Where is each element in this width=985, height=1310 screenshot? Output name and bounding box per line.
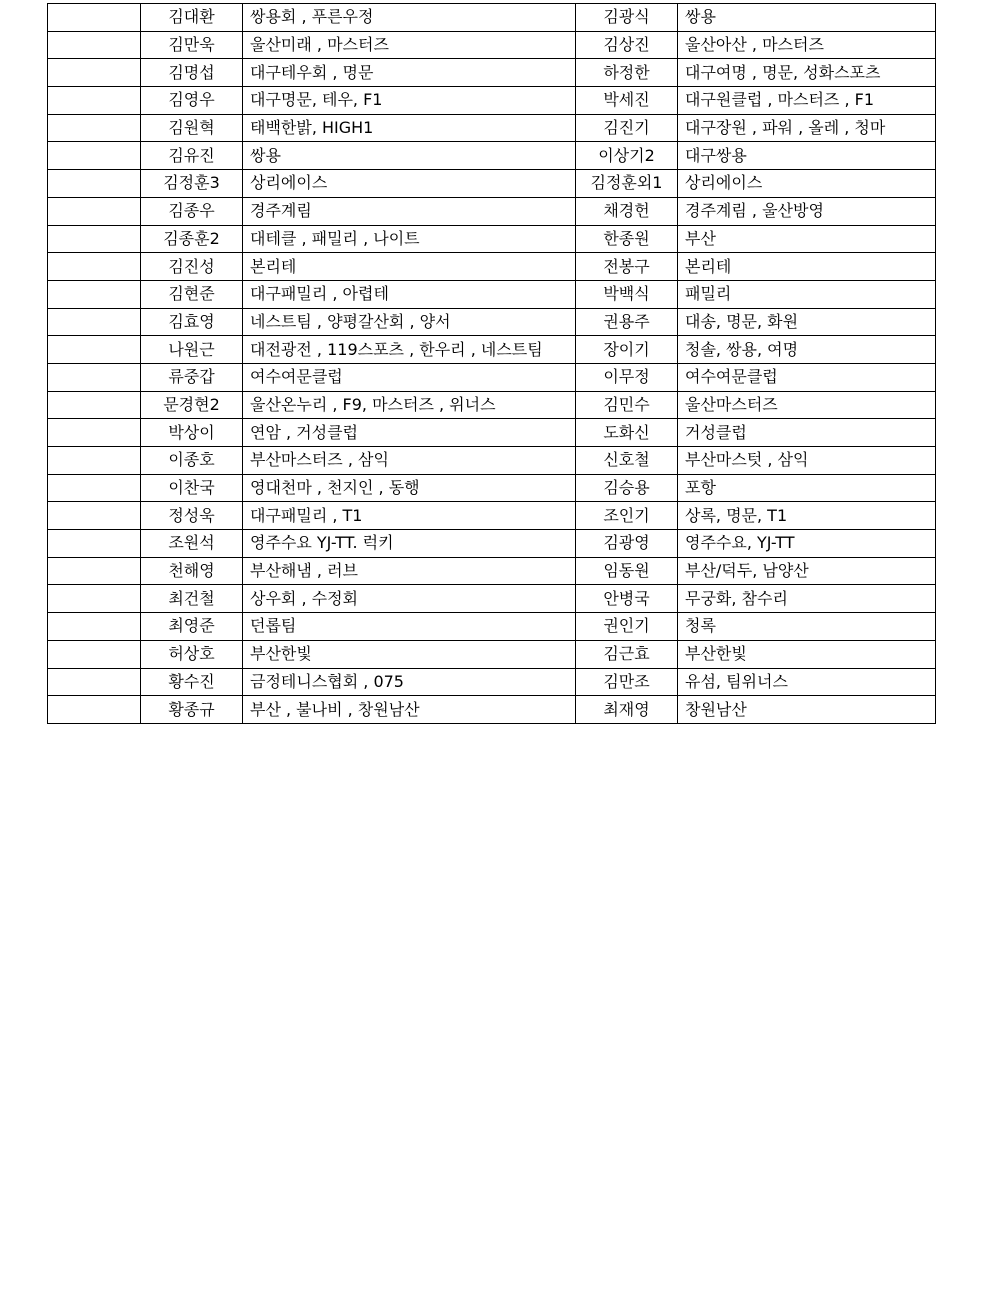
player2-club-cell: 유섬, 팀위너스: [678, 668, 936, 696]
table-row: [48, 114, 936, 142]
player2-name-cell: 도화신: [576, 419, 678, 447]
row-number-cell: [48, 585, 141, 613]
table-row: [48, 363, 936, 391]
player1-club-cell: 상리에이스: [243, 170, 576, 198]
row-number-cell: [48, 59, 141, 87]
player1-name-cell: 김효영: [141, 308, 243, 336]
table-row: [48, 336, 936, 364]
player1-club-cell: 대구패밀리 , T1: [243, 502, 576, 530]
player1-club-cell: 대구패밀리 , 아렵테: [243, 280, 576, 308]
player1-club-cell: 대테클 , 패밀리 , 나이트: [243, 225, 576, 253]
table-row: [48, 474, 936, 502]
row-number-cell: [48, 557, 141, 585]
player2-club-cell: 패밀리: [678, 280, 936, 308]
row-number-cell: [48, 391, 141, 419]
player2-club-cell: 상리에이스: [678, 170, 936, 198]
row-number-cell: [48, 142, 141, 170]
player2-club-cell: 울산마스터즈: [678, 391, 936, 419]
player1-name-cell: 김유진: [141, 142, 243, 170]
player1-club-cell: 쌍용: [243, 142, 576, 170]
player2-name-cell: 안병국: [576, 585, 678, 613]
table-row: [48, 170, 936, 198]
player1-club-cell: 부산한빛: [243, 640, 576, 668]
table-row: [48, 668, 936, 696]
player1-club-cell: 대구명문, 테우, F1: [243, 87, 576, 115]
player2-name-cell: 김상진: [576, 31, 678, 59]
row-number-cell: [48, 280, 141, 308]
player2-name-cell: 박세진: [576, 87, 678, 115]
row-number-cell: [48, 530, 141, 558]
row-number-cell: [48, 474, 141, 502]
player1-name-cell: 문경현2: [141, 391, 243, 419]
player2-club-cell: 대구원클럽 , 마스터즈 , F1: [678, 87, 936, 115]
player2-name-cell: 채경헌: [576, 197, 678, 225]
table-row: [48, 530, 936, 558]
row-number-cell: [48, 640, 141, 668]
player2-club-cell: 부산한빛: [678, 640, 936, 668]
player1-name-cell: 김종우: [141, 197, 243, 225]
table-row: [48, 253, 936, 281]
player1-name-cell: 류중갑: [141, 363, 243, 391]
player2-name-cell: 이무정: [576, 363, 678, 391]
player1-name-cell: 김현준: [141, 280, 243, 308]
row-number-cell: [48, 87, 141, 115]
player2-club-cell: 청솔, 쌍용, 여명: [678, 336, 936, 364]
table-row: [48, 225, 936, 253]
player1-name-cell: 허상호: [141, 640, 243, 668]
table-row: [48, 696, 936, 724]
player2-club-cell: 대구쌍용: [678, 142, 936, 170]
player2-club-cell: 청록: [678, 613, 936, 641]
player1-club-cell: 네스트팀 , 양평갈산회 , 양서: [243, 308, 576, 336]
player1-name-cell: 김원혁: [141, 114, 243, 142]
table-row: [48, 502, 936, 530]
player1-name-cell: 김정훈3: [141, 170, 243, 198]
player2-club-cell: 창원남산: [678, 696, 936, 724]
player1-club-cell: 금정테니스협회 , 075: [243, 668, 576, 696]
row-number-cell: [48, 170, 141, 198]
player2-club-cell: 거성클럽: [678, 419, 936, 447]
player2-name-cell: 김광식: [576, 4, 678, 32]
row-number-cell: [48, 225, 141, 253]
player1-club-cell: 울산미래 , 마스터즈: [243, 31, 576, 59]
player1-club-cell: 태백한밝, HIGH1: [243, 114, 576, 142]
player2-club-cell: 부산: [678, 225, 936, 253]
player2-name-cell: 임동원: [576, 557, 678, 585]
player2-name-cell: 권용주: [576, 308, 678, 336]
player2-name-cell: 김근효: [576, 640, 678, 668]
table-row: [48, 613, 936, 641]
player1-name-cell: 황수진: [141, 668, 243, 696]
player2-name-cell: 전봉구: [576, 253, 678, 281]
player1-club-cell: 울산온누리 , F9, 마스터즈 , 위너스: [243, 391, 576, 419]
player1-club-cell: 영대천마 , 천지인 , 동행: [243, 474, 576, 502]
player1-name-cell: 김진성: [141, 253, 243, 281]
table-row: [48, 391, 936, 419]
table-row: [48, 87, 936, 115]
player1-name-cell: 박상이: [141, 419, 243, 447]
player2-club-cell: 부산마스텃 , 삼익: [678, 447, 936, 475]
player2-name-cell: 한종원: [576, 225, 678, 253]
player1-name-cell: 황종규: [141, 696, 243, 724]
player1-name-cell: 김명섭: [141, 59, 243, 87]
player2-name-cell: 김정훈외1: [576, 170, 678, 198]
player2-name-cell: 김만조: [576, 668, 678, 696]
table-row: [48, 419, 936, 447]
row-number-cell: [48, 4, 141, 32]
player1-name-cell: 김영우: [141, 87, 243, 115]
player2-club-cell: 부산/덕두, 남양산: [678, 557, 936, 585]
table-row: [48, 640, 936, 668]
player2-club-cell: 포항: [678, 474, 936, 502]
player2-name-cell: 신호철: [576, 447, 678, 475]
player1-club-cell: 본리테: [243, 253, 576, 281]
player1-club-cell: 던롭팀: [243, 613, 576, 641]
row-number-cell: [48, 502, 141, 530]
player1-club-cell: 부산해냄 , 러브: [243, 557, 576, 585]
row-number-cell: [48, 447, 141, 475]
player1-club-cell: 부산마스터즈 , 삼익: [243, 447, 576, 475]
table-row: [48, 447, 936, 475]
roster-table: [47, 3, 936, 724]
player2-club-cell: 대송, 명문, 화원: [678, 308, 936, 336]
player2-name-cell: 권인기: [576, 613, 678, 641]
player1-club-cell: 대구테우회 , 명문: [243, 59, 576, 87]
player1-name-cell: 나원근: [141, 336, 243, 364]
player2-name-cell: 장이기: [576, 336, 678, 364]
player2-name-cell: 박백식: [576, 280, 678, 308]
table-row: [48, 197, 936, 225]
player1-club-cell: 경주계림: [243, 197, 576, 225]
player2-club-cell: 영주수요, YJ-TT: [678, 530, 936, 558]
table-row: [48, 142, 936, 170]
player1-name-cell: 천해영: [141, 557, 243, 585]
row-number-cell: [48, 336, 141, 364]
player1-club-cell: 영주수요 YJ-TT. 럭키: [243, 530, 576, 558]
player1-name-cell: 이찬국: [141, 474, 243, 502]
row-number-cell: [48, 696, 141, 724]
player1-name-cell: 김대환: [141, 4, 243, 32]
player1-name-cell: 김종훈2: [141, 225, 243, 253]
player1-name-cell: 이종호: [141, 447, 243, 475]
table-row: [48, 308, 936, 336]
player2-name-cell: 김광영: [576, 530, 678, 558]
table-row: [48, 280, 936, 308]
player1-name-cell: 최영준: [141, 613, 243, 641]
player1-name-cell: 조원석: [141, 530, 243, 558]
player1-club-cell: 상우회 , 수정회: [243, 585, 576, 613]
player2-name-cell: 최재영: [576, 696, 678, 724]
row-number-cell: [48, 419, 141, 447]
player2-club-cell: 울산아산 , 마스터즈: [678, 31, 936, 59]
player2-name-cell: 조인기: [576, 502, 678, 530]
player1-club-cell: 쌍용회 , 푸른우정: [243, 4, 576, 32]
row-number-cell: [48, 253, 141, 281]
table-row: [48, 4, 936, 32]
row-number-cell: [48, 668, 141, 696]
table-row: [48, 31, 936, 59]
player1-club-cell: 대전광전 , 119스포츠 , 한우리 , 네스트팀: [243, 336, 576, 364]
player2-club-cell: 쌍용: [678, 4, 936, 32]
player2-club-cell: 대구여명 , 명문, 성화스포츠: [678, 59, 936, 87]
row-number-cell: [48, 114, 141, 142]
table-row: [48, 59, 936, 87]
player2-club-cell: 무궁화, 참수리: [678, 585, 936, 613]
player2-club-cell: 경주계림 , 울산방영: [678, 197, 936, 225]
player2-name-cell: 김민수: [576, 391, 678, 419]
roster-body: [48, 4, 936, 724]
player1-club-cell: 연암 , 거성클럽: [243, 419, 576, 447]
player2-name-cell: 김승용: [576, 474, 678, 502]
player2-club-cell: 본리테: [678, 253, 936, 281]
row-number-cell: [48, 31, 141, 59]
player2-name-cell: 이상기2: [576, 142, 678, 170]
row-number-cell: [48, 363, 141, 391]
player2-club-cell: 여수여문클럽: [678, 363, 936, 391]
player2-name-cell: 김진기: [576, 114, 678, 142]
player2-club-cell: 대구장원 , 파워 , 올레 , 청마: [678, 114, 936, 142]
row-number-cell: [48, 308, 141, 336]
player2-club-cell: 상록, 명문, T1: [678, 502, 936, 530]
table-row: [48, 557, 936, 585]
player2-name-cell: 하정한: [576, 59, 678, 87]
player1-club-cell: 부산 , 불나비 , 창원남산: [243, 696, 576, 724]
row-number-cell: [48, 197, 141, 225]
player1-name-cell: 김만욱: [141, 31, 243, 59]
player1-name-cell: 최건철: [141, 585, 243, 613]
row-number-cell: [48, 613, 141, 641]
player1-club-cell: 여수여문클럽: [243, 363, 576, 391]
player1-name-cell: 정성욱: [141, 502, 243, 530]
table-row: [48, 585, 936, 613]
